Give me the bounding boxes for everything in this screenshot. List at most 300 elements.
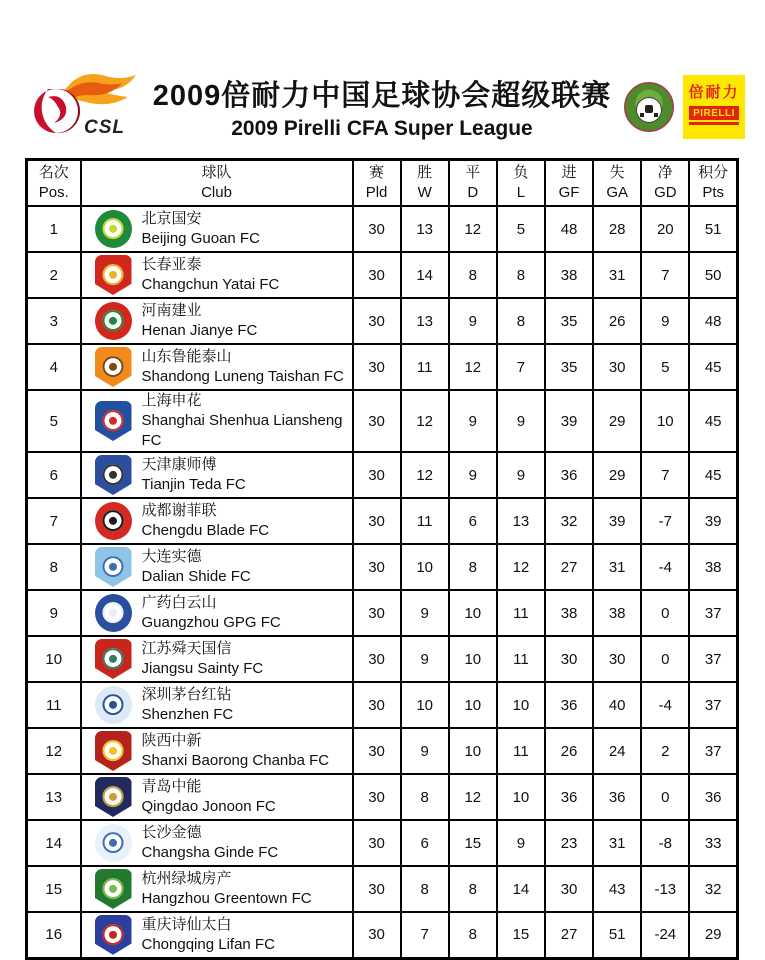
points-cell: 32 xyxy=(689,866,737,912)
position-cell: 5 xyxy=(27,390,81,452)
losses-cell: 9 xyxy=(497,452,545,498)
club-names xyxy=(142,347,344,387)
club-name-chinese: 杭州绿城房产 xyxy=(141,870,232,887)
club-names xyxy=(142,685,234,725)
club-inner xyxy=(82,823,352,863)
column-header-english: GF xyxy=(558,184,580,201)
table-row xyxy=(27,682,738,728)
column-header-chinese: 名次 xyxy=(38,164,69,181)
column-header xyxy=(353,160,401,207)
losses-cell: 5 xyxy=(497,206,545,252)
wins-cell: 11 xyxy=(401,498,449,544)
wins-cell: 9 xyxy=(401,590,449,636)
played-cell: 30 xyxy=(353,912,401,958)
played-cell: 30 xyxy=(353,636,401,682)
goals-for-cell: 27 xyxy=(545,912,593,958)
goal-diff-cell: 5 xyxy=(641,344,689,390)
wins-cell: 14 xyxy=(401,252,449,298)
losses-cell: 11 xyxy=(497,590,545,636)
played-cell: 30 xyxy=(353,390,401,452)
club-name-english: Changchun Yatai FC xyxy=(141,276,280,293)
table-head xyxy=(27,160,738,207)
column-header-english: Pld xyxy=(365,184,388,201)
club-cell xyxy=(81,682,353,728)
goal-diff-cell: 0 xyxy=(641,590,689,636)
club-name-chinese: 重庆诗仙太白 xyxy=(141,915,232,933)
club-cell xyxy=(81,866,353,912)
column-header-english: GA xyxy=(606,184,629,201)
page-title-chinese: 2009倍耐力中国足球协会超级联赛 xyxy=(152,80,612,112)
draws-cell: 9 xyxy=(449,390,497,452)
wins-cell: 13 xyxy=(401,206,449,252)
wins-cell: 10 xyxy=(401,682,449,728)
wins-cell: 8 xyxy=(401,774,449,820)
table-row xyxy=(27,820,738,866)
club-inner xyxy=(82,777,352,817)
club-name-chinese: 深圳茅台红钻 xyxy=(141,686,232,703)
club-name-english: Jiangsu Sainty FC xyxy=(141,660,264,677)
table-row xyxy=(27,298,738,344)
club-inner xyxy=(82,685,352,725)
position-cell: 11 xyxy=(27,682,81,728)
club-name-english: Dalian Shide FC xyxy=(141,568,251,585)
wins-cell: 8 xyxy=(401,866,449,912)
cfa-super-league-badge-icon xyxy=(624,82,674,132)
club-crest-icon xyxy=(95,594,132,632)
goals-against-cell: 24 xyxy=(593,728,641,774)
goal-diff-cell: -7 xyxy=(641,498,689,544)
wins-cell: 9 xyxy=(401,636,449,682)
losses-cell: 9 xyxy=(497,820,545,866)
points-cell: 45 xyxy=(689,344,737,390)
page-header xyxy=(0,0,765,158)
table-row xyxy=(27,912,738,958)
goals-for-cell: 27 xyxy=(545,544,593,590)
club-cell xyxy=(81,452,353,498)
played-cell: 30 xyxy=(353,206,401,252)
position-cell: 8 xyxy=(27,544,81,590)
points-cell: 45 xyxy=(689,452,737,498)
points-cell: 48 xyxy=(689,298,737,344)
column-header-english: L xyxy=(516,184,526,201)
goal-diff-cell: 7 xyxy=(641,252,689,298)
club-inner xyxy=(82,255,352,295)
goals-for-cell: 48 xyxy=(545,206,593,252)
club-name-chinese: 广药白云山 xyxy=(141,594,217,611)
wins-cell: 11 xyxy=(401,344,449,390)
position-cell: 12 xyxy=(27,728,81,774)
draws-cell: 10 xyxy=(449,682,497,728)
club-inner xyxy=(82,391,352,451)
goal-diff-cell: 9 xyxy=(641,298,689,344)
goals-for-cell: 30 xyxy=(545,866,593,912)
goals-for-cell: 36 xyxy=(545,774,593,820)
goals-for-cell: 36 xyxy=(545,682,593,728)
club-crest-icon xyxy=(95,731,132,771)
goal-diff-cell: -4 xyxy=(641,544,689,590)
table-row xyxy=(27,728,738,774)
played-cell: 30 xyxy=(353,344,401,390)
club-cell xyxy=(81,820,353,866)
wins-cell: 9 xyxy=(401,728,449,774)
club-crest-icon xyxy=(95,302,132,340)
column-header xyxy=(689,160,737,207)
club-name-english: Shandong Luneng Taishan FC xyxy=(141,368,344,385)
club-crest-icon xyxy=(95,777,132,817)
played-cell: 30 xyxy=(353,252,401,298)
played-cell: 30 xyxy=(353,728,401,774)
draws-cell: 9 xyxy=(449,298,497,344)
club-name-chinese: 陕西中新 xyxy=(141,732,202,749)
football-icon xyxy=(636,97,662,123)
column-header xyxy=(401,160,449,207)
position-cell: 16 xyxy=(27,912,81,958)
club-inner xyxy=(82,593,352,633)
goals-against-cell: 43 xyxy=(593,866,641,912)
table-row xyxy=(27,866,738,912)
points-cell: 37 xyxy=(689,590,737,636)
position-cell: 3 xyxy=(27,298,81,344)
played-cell: 30 xyxy=(353,298,401,344)
club-name-chinese: 大连实德 xyxy=(141,548,202,565)
club-crest-icon xyxy=(95,686,132,724)
wins-cell: 10 xyxy=(401,544,449,590)
club-name-english: Chengdu Blade FC xyxy=(141,522,270,539)
draws-cell: 12 xyxy=(449,774,497,820)
points-cell: 37 xyxy=(689,682,737,728)
table-row xyxy=(27,498,738,544)
wins-cell: 13 xyxy=(401,298,449,344)
goals-against-cell: 29 xyxy=(593,452,641,498)
club-names xyxy=(142,915,275,955)
club-cell xyxy=(81,206,353,252)
club-inner xyxy=(82,301,352,341)
column-header-english: Pos. xyxy=(38,184,69,201)
position-cell: 10 xyxy=(27,636,81,682)
losses-cell: 15 xyxy=(497,912,545,958)
position-cell: 9 xyxy=(27,590,81,636)
column-header-chinese: 积分 xyxy=(698,164,729,181)
page-title-english: 2009 Pirelli CFA Super League xyxy=(231,117,533,140)
goal-diff-cell: 10 xyxy=(641,390,689,452)
column-header-chinese: 净 xyxy=(657,164,673,181)
goals-for-cell: 38 xyxy=(545,252,593,298)
goals-against-cell: 39 xyxy=(593,498,641,544)
table-row xyxy=(27,252,738,298)
table-row xyxy=(27,774,738,820)
table-row xyxy=(27,590,738,636)
standings-table xyxy=(25,158,739,960)
csl-logo-text: CSL xyxy=(84,117,125,138)
goals-against-cell: 28 xyxy=(593,206,641,252)
goals-against-cell: 36 xyxy=(593,774,641,820)
points-cell: 37 xyxy=(689,728,737,774)
goal-diff-cell: 20 xyxy=(641,206,689,252)
position-cell: 15 xyxy=(27,866,81,912)
club-crest-icon xyxy=(95,255,132,295)
club-name-english: Shenzhen FC xyxy=(141,706,234,723)
position-cell: 7 xyxy=(27,498,81,544)
column-header xyxy=(641,160,689,207)
club-inner xyxy=(82,547,352,587)
club-names xyxy=(142,593,281,633)
club-cell xyxy=(81,252,353,298)
goal-diff-cell: -24 xyxy=(641,912,689,958)
club-names xyxy=(142,869,312,909)
draws-cell: 15 xyxy=(449,820,497,866)
club-name-chinese: 山东鲁能泰山 xyxy=(141,348,232,365)
goals-for-cell: 23 xyxy=(545,820,593,866)
club-cell xyxy=(81,774,353,820)
column-header-english: Club xyxy=(201,184,232,201)
losses-cell: 13 xyxy=(497,498,545,544)
table-row xyxy=(27,452,738,498)
position-cell: 2 xyxy=(27,252,81,298)
losses-cell: 8 xyxy=(497,252,545,298)
draws-cell: 12 xyxy=(449,206,497,252)
points-cell: 45 xyxy=(689,390,737,452)
club-crest-icon xyxy=(95,401,132,441)
club-crest-icon xyxy=(95,347,132,387)
goal-diff-cell: 0 xyxy=(641,636,689,682)
goals-for-cell: 36 xyxy=(545,452,593,498)
losses-cell: 10 xyxy=(497,682,545,728)
club-cell xyxy=(81,636,353,682)
club-name-english: Tianjin Teda FC xyxy=(141,476,246,493)
losses-cell: 10 xyxy=(497,774,545,820)
club-name-chinese: 长春亚泰 xyxy=(141,256,202,273)
wins-cell: 12 xyxy=(401,390,449,452)
position-cell: 4 xyxy=(27,344,81,390)
club-names xyxy=(142,209,260,249)
club-cell xyxy=(81,390,353,452)
table-row xyxy=(27,390,738,452)
club-names xyxy=(142,255,280,295)
draws-cell: 6 xyxy=(449,498,497,544)
goals-against-cell: 30 xyxy=(593,344,641,390)
goal-diff-cell: 0 xyxy=(641,774,689,820)
losses-cell: 11 xyxy=(497,728,545,774)
club-name-english: Beijing Guoan FC xyxy=(141,230,260,247)
goals-for-cell: 35 xyxy=(545,344,593,390)
column-header xyxy=(497,160,545,207)
losses-cell: 11 xyxy=(497,636,545,682)
points-cell: 38 xyxy=(689,544,737,590)
played-cell: 30 xyxy=(353,820,401,866)
points-cell: 51 xyxy=(689,206,737,252)
points-cell: 36 xyxy=(689,774,737,820)
club-name-english: Changsha Ginde FC xyxy=(141,844,279,861)
points-cell: 37 xyxy=(689,636,737,682)
table-row xyxy=(27,544,738,590)
club-name-english: Qingdao Jonoon FC xyxy=(141,798,276,815)
draws-cell: 10 xyxy=(449,590,497,636)
column-header-chinese: 平 xyxy=(465,164,481,181)
club-inner xyxy=(82,209,352,249)
table-row xyxy=(27,344,738,390)
club-cell xyxy=(81,544,353,590)
goals-for-cell: 30 xyxy=(545,636,593,682)
draws-cell: 10 xyxy=(449,636,497,682)
losses-cell: 7 xyxy=(497,344,545,390)
club-inner xyxy=(82,455,352,495)
club-crest-icon xyxy=(95,455,132,495)
column-header-chinese: 失 xyxy=(609,164,625,181)
goals-for-cell: 32 xyxy=(545,498,593,544)
club-names xyxy=(142,547,251,587)
column-header-english: W xyxy=(417,184,432,201)
csl-league-logo-icon xyxy=(26,65,144,149)
column-header xyxy=(27,160,81,207)
wins-cell: 12 xyxy=(401,452,449,498)
column-header-english: GD xyxy=(654,184,677,201)
club-names xyxy=(142,823,279,863)
club-cell xyxy=(81,912,353,958)
draws-cell: 8 xyxy=(449,544,497,590)
club-name-english: Henan Jianye FC xyxy=(141,322,258,339)
club-crest-icon xyxy=(95,502,132,540)
goals-against-cell: 51 xyxy=(593,912,641,958)
column-header-english: Pts xyxy=(702,184,725,201)
goals-against-cell: 31 xyxy=(593,820,641,866)
position-cell: 1 xyxy=(27,206,81,252)
goal-diff-cell: 2 xyxy=(641,728,689,774)
column-header xyxy=(545,160,593,207)
draws-cell: 8 xyxy=(449,866,497,912)
club-inner xyxy=(82,731,352,771)
column-header-chinese: 胜 xyxy=(417,164,433,181)
club-names xyxy=(142,391,352,451)
draws-cell: 8 xyxy=(449,912,497,958)
position-cell: 14 xyxy=(27,820,81,866)
position-cell: 6 xyxy=(27,452,81,498)
club-name-chinese: 成都谢菲联 xyxy=(141,502,217,519)
club-name-chinese: 江苏舜天国信 xyxy=(141,640,232,657)
goals-against-cell: 26 xyxy=(593,298,641,344)
losses-cell: 9 xyxy=(497,390,545,452)
played-cell: 30 xyxy=(353,590,401,636)
club-names xyxy=(142,301,258,341)
club-name-chinese: 青岛中能 xyxy=(141,778,202,795)
goals-for-cell: 39 xyxy=(545,390,593,452)
goals-against-cell: 31 xyxy=(593,544,641,590)
title-block xyxy=(144,73,624,141)
club-cell xyxy=(81,728,353,774)
club-names xyxy=(142,731,330,771)
goals-for-cell: 38 xyxy=(545,590,593,636)
pirelli-logo-icon xyxy=(683,75,745,139)
club-crest-icon xyxy=(95,824,132,862)
column-header xyxy=(81,160,353,207)
table-header-row xyxy=(27,160,738,207)
club-name-chinese: 上海申花 xyxy=(141,392,202,409)
column-header-chinese: 球队 xyxy=(201,164,232,181)
club-name-english: Hangzhou Greentown FC xyxy=(141,890,312,907)
wins-cell: 6 xyxy=(401,820,449,866)
goals-against-cell: 40 xyxy=(593,682,641,728)
table-row xyxy=(27,636,738,682)
played-cell: 30 xyxy=(353,774,401,820)
points-cell: 33 xyxy=(689,820,737,866)
club-names xyxy=(142,455,246,495)
column-header-chinese: 负 xyxy=(513,164,529,181)
club-cell xyxy=(81,298,353,344)
club-inner xyxy=(82,501,352,541)
column-header xyxy=(449,160,497,207)
goal-diff-cell: -4 xyxy=(641,682,689,728)
club-crest-icon xyxy=(95,210,132,248)
points-cell: 50 xyxy=(689,252,737,298)
position-cell: 13 xyxy=(27,774,81,820)
played-cell: 30 xyxy=(353,452,401,498)
goals-against-cell: 38 xyxy=(593,590,641,636)
pirelli-chinese-text: 倍耐力 xyxy=(688,84,740,101)
club-name-chinese: 天津康师傅 xyxy=(141,456,217,473)
club-name-chinese: 北京国安 xyxy=(141,210,202,227)
club-name-chinese: 长沙金德 xyxy=(141,824,202,841)
goals-against-cell: 29 xyxy=(593,390,641,452)
club-names xyxy=(142,777,276,817)
draws-cell: 10 xyxy=(449,728,497,774)
club-name-chinese: 河南建业 xyxy=(141,302,202,319)
goals-against-cell: 30 xyxy=(593,636,641,682)
club-cell xyxy=(81,590,353,636)
club-name-english: Shanxi Baorong Chanba FC xyxy=(141,752,330,769)
club-name-english: Guangzhou GPG FC xyxy=(141,614,281,631)
club-name-english: Shanghai Shenhua Liansheng FC xyxy=(141,412,343,449)
column-header xyxy=(593,160,641,207)
club-inner xyxy=(82,347,352,387)
club-inner xyxy=(82,639,352,679)
goal-diff-cell: -13 xyxy=(641,866,689,912)
club-cell xyxy=(81,498,353,544)
column-header-chinese: 进 xyxy=(561,164,577,181)
points-cell: 29 xyxy=(689,912,737,958)
club-crest-icon xyxy=(95,547,132,587)
points-cell: 39 xyxy=(689,498,737,544)
losses-cell: 12 xyxy=(497,544,545,590)
standings-body xyxy=(27,206,738,958)
draws-cell: 8 xyxy=(449,252,497,298)
played-cell: 30 xyxy=(353,866,401,912)
club-crest-icon xyxy=(95,639,132,679)
club-crest-icon xyxy=(95,915,132,955)
club-names xyxy=(142,501,270,541)
sponsor-logos xyxy=(624,75,745,139)
club-inner xyxy=(82,915,352,955)
column-header-english: D xyxy=(467,184,479,201)
draws-cell: 12 xyxy=(449,344,497,390)
club-crest-icon xyxy=(95,869,132,909)
played-cell: 30 xyxy=(353,682,401,728)
goal-diff-cell: 7 xyxy=(641,452,689,498)
goals-for-cell: 26 xyxy=(545,728,593,774)
club-cell xyxy=(81,344,353,390)
draws-cell: 9 xyxy=(449,452,497,498)
losses-cell: 8 xyxy=(497,298,545,344)
wins-cell: 7 xyxy=(401,912,449,958)
played-cell: 30 xyxy=(353,544,401,590)
losses-cell: 14 xyxy=(497,866,545,912)
column-header-chinese: 赛 xyxy=(369,164,385,181)
club-names xyxy=(142,639,264,679)
club-inner xyxy=(82,869,352,909)
pirelli-wordmark: PIRELLI xyxy=(689,106,739,122)
goal-diff-cell: -8 xyxy=(641,820,689,866)
played-cell: 30 xyxy=(353,498,401,544)
club-name-english: Chongqing Lifan FC xyxy=(141,935,275,953)
goals-for-cell: 35 xyxy=(545,298,593,344)
